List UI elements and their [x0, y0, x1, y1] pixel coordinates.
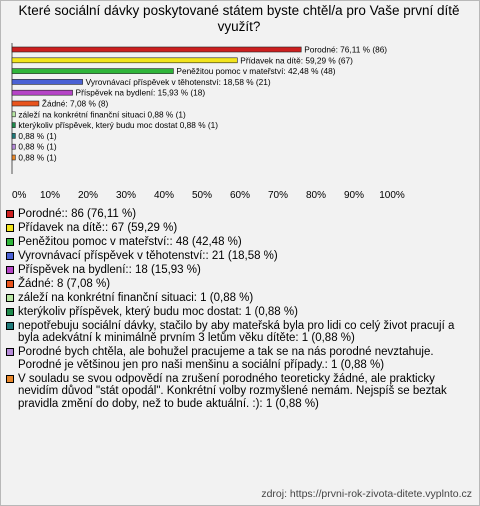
- x-tick-label: 20%: [77, 190, 99, 201]
- legend-item: [6, 278, 474, 290]
- legend-swatch: [6, 308, 14, 316]
- legend-swatch: [6, 294, 14, 302]
- legend-label: Příspěvek na bydlení:: 18 (15,93 %): [18, 264, 201, 276]
- bar: [12, 123, 15, 128]
- bar: [12, 58, 237, 63]
- legend-item: [6, 208, 474, 220]
- legend-swatch: [6, 210, 14, 218]
- bar-value-label: 0,88 % (1): [18, 130, 57, 141]
- legend-label: Vyrovnávací příspěvek v těhotenství:: 21 (18,58 %): [18, 250, 278, 262]
- legend-item: [6, 236, 474, 248]
- legend-item: [6, 292, 474, 304]
- bar-value-label: záleží na konkrétní finanční situaci 0,88 % (1): [18, 109, 186, 120]
- bar-value-label: Porodné: 76,11 % (86): [304, 44, 388, 55]
- bar-value-label: Žádné: 7,08 % (8): [41, 98, 109, 109]
- chart-legend: [6, 208, 474, 412]
- bar: [12, 90, 73, 95]
- x-tick-label: 80%: [305, 190, 327, 201]
- bar-value-label: 0,88 % (1): [18, 152, 57, 163]
- bar: [12, 101, 39, 106]
- legend-swatch: [6, 375, 14, 383]
- x-tick-label: 100%: [379, 190, 405, 201]
- legend-label: Žádné: 8 (7,08 %): [18, 278, 111, 290]
- legend-item: [6, 222, 474, 234]
- legend-swatch: [6, 322, 14, 330]
- bar: [12, 47, 301, 52]
- legend-item: [6, 320, 474, 345]
- bar-chart: [0, 0, 480, 206]
- source-note: zdroj: https://prvni-rok-zivota-ditete.vyplnto.cz: [261, 488, 472, 500]
- legend-label: nepotřebuju sociální dávky, stačilo by aby mateřská byla pro lidi co celý život pracují a byla adekvátní k minimálně prvním 3 letům věku dítěte: 1 (0,88 %): [18, 320, 455, 345]
- x-tick-label: 10%: [39, 190, 61, 201]
- x-tick-label: 30%: [115, 190, 137, 201]
- legend-swatch: [6, 348, 14, 356]
- bar-value-label: 0,88 % (1): [18, 141, 57, 152]
- bar-value-label: Peněžitou pomoc v mateřství: 42,48 % (48): [176, 66, 336, 77]
- legend-item: [6, 250, 474, 262]
- legend-label: Porodné bych chtěla, ale bohužel pracujeme a tak se na nás porodné nevztahuje. Porodné je většinou jen pro naši menšinu a sociální případy.: 1 (0,88 %): [18, 346, 434, 371]
- legend-swatch: [6, 238, 14, 246]
- bar-value-label: kterýkoliv příspěvek, který budu moc dostat 0,88 % (1): [18, 120, 219, 131]
- legend-swatch: [6, 280, 14, 288]
- bar-value-label: Vyrovnávací příspěvek v těhotenství: 18,58 % (21): [85, 76, 271, 87]
- bar: [12, 69, 173, 74]
- bar-value-label: Přídavek na dítě: 59,29 % (67): [240, 55, 353, 66]
- bar: [12, 144, 15, 149]
- x-tick-label: 0%: [12, 190, 27, 201]
- legend-label: kterýkoliv příspěvek, který budu moc dostat: 1 (0,88 %): [18, 306, 298, 318]
- legend-item: [6, 373, 474, 410]
- legend-label: Peněžitou pomoc v mateřství:: 48 (42,48 %): [18, 236, 242, 248]
- legend-swatch: [6, 252, 14, 260]
- bar: [12, 112, 15, 117]
- chart-title: Které sociální dávky poskytované státem byste chtěl/a pro Vaše první dítě využít?: [18, 3, 460, 34]
- x-tick-label: 70%: [267, 190, 289, 201]
- bar: [12, 133, 15, 138]
- legend-swatch: [6, 266, 14, 274]
- legend-label: Porodné:: 86 (76,11 %): [18, 208, 137, 220]
- legend-item: [6, 306, 474, 318]
- legend-label: Přídavek na dítě:: 67 (59,29 %): [18, 222, 178, 234]
- bar: [12, 155, 15, 160]
- legend-item: [6, 264, 474, 276]
- bar-value-label: Příspěvek na bydlení: 15,93 % (18): [75, 87, 206, 98]
- x-tick-label: 90%: [343, 190, 365, 201]
- legend-label: záleží na konkrétní finanční situaci: 1 (0,88 %): [18, 292, 254, 304]
- x-tick-label: 60%: [229, 190, 251, 201]
- x-tick-label: 40%: [153, 190, 175, 201]
- x-tick-label: 50%: [191, 190, 213, 201]
- legend-swatch: [6, 224, 14, 232]
- legend-item: [6, 346, 474, 371]
- legend-label: V souladu se svou odpovědí na zrušení porodného teoreticky žádné, ale prakticky nevidím důvod "stát opodál". Konkrétní volby rozmyšlené nemám. Nejspíš se beztak pravidla změní do doby, než to bude aktuální. :): 1 (0,88 %): [18, 372, 447, 410]
- bar: [12, 79, 83, 84]
